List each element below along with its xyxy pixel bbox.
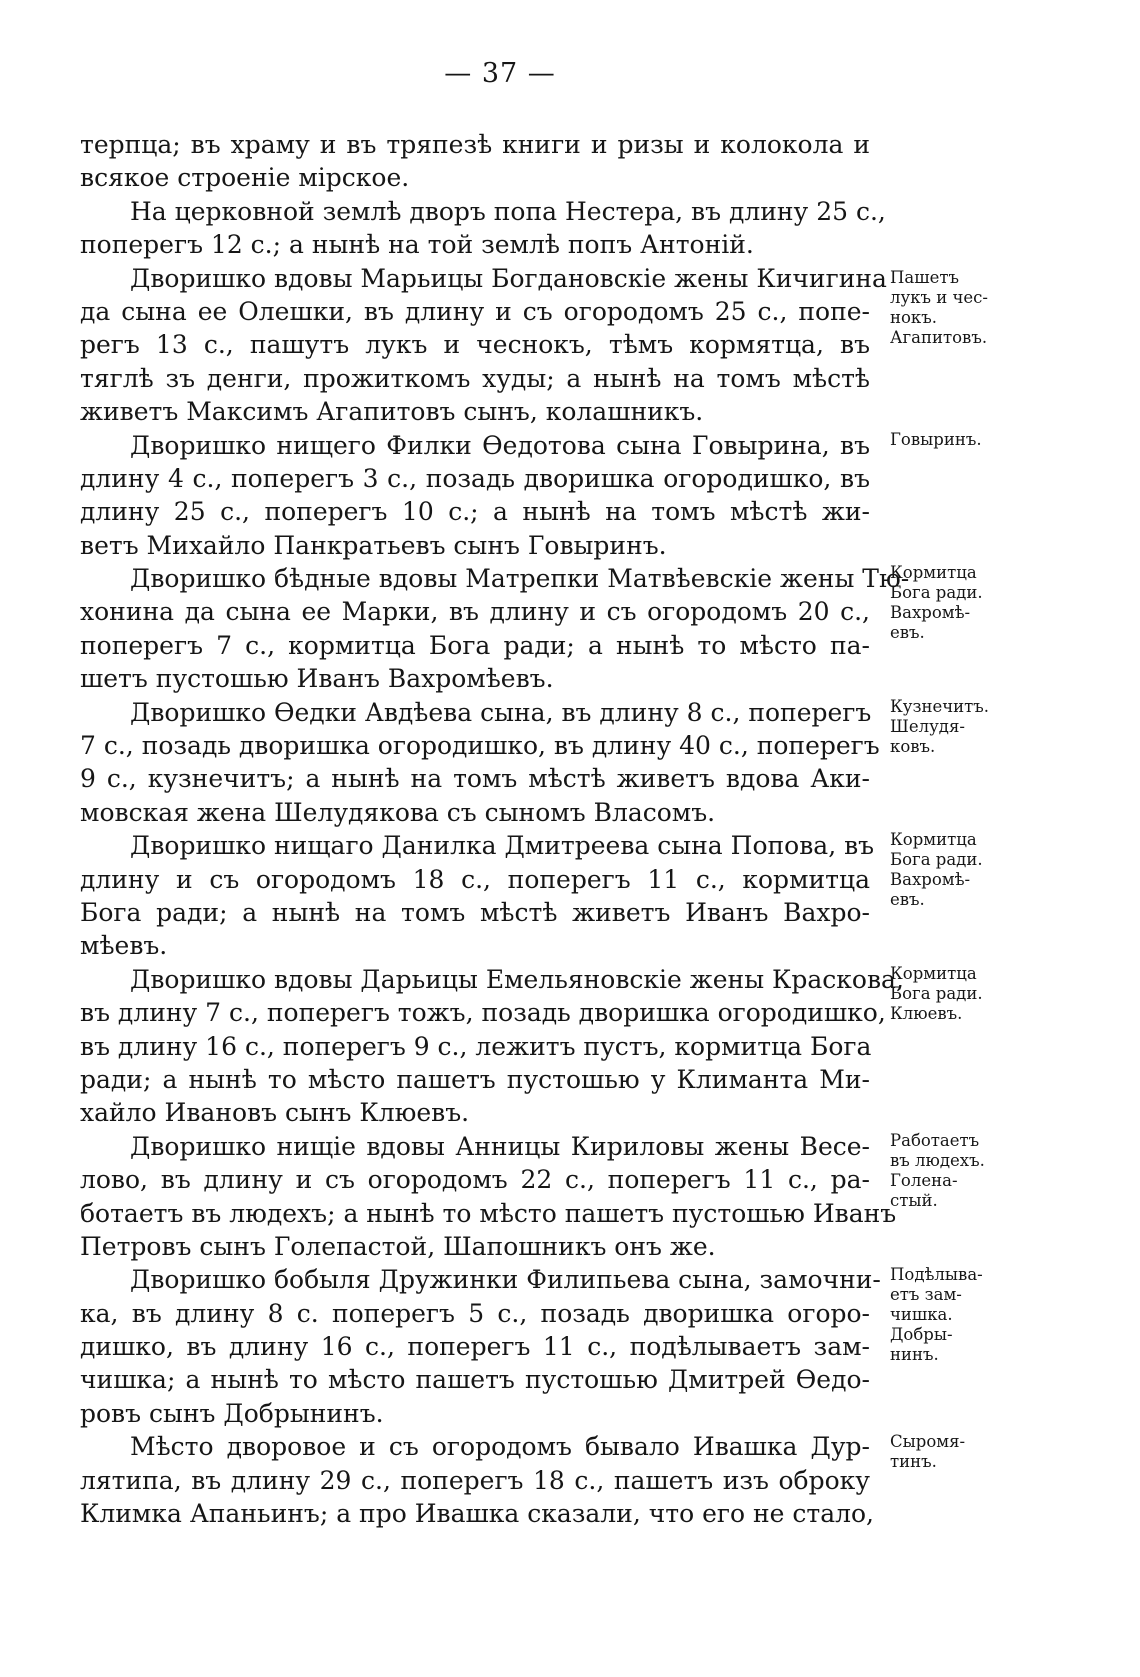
text-line: длину 4 с., поперегъ 3 с., позадь дворишка огородишко, въ [80, 463, 870, 493]
text-line: Дворишко бѣдные вдовы Матрепки Матвѣевскіе жены Тю- [130, 564, 910, 594]
text-line: регъ 13 с., пашутъ лукъ и чеснокъ, тѣмъ кормятца, въ [80, 330, 870, 360]
text-line: хайло Ивановъ сынъ Клюевъ. [80, 1098, 470, 1128]
margin-note-line: Добры- [890, 1325, 953, 1344]
text-line: мѣевъ. [80, 931, 168, 961]
margin-note-line: ковъ. [890, 737, 936, 756]
margin-note-line: Бога ради. [890, 850, 983, 869]
text-line: поперегъ 12 с.; а нынѣ на той землѣ попъ Антоній. [80, 230, 754, 260]
margin-note-line: Работаетъ [890, 1131, 980, 1150]
text-line: ветъ Михайло Панкратьевъ сынъ Говыринъ. [80, 530, 667, 560]
text-line: Петровъ сынъ Голепастой, Шапошникъ онъ же. [80, 1231, 716, 1261]
text-line: въ длину 7 с., поперегъ тожъ, позадь дворишка огородишко, [80, 998, 886, 1028]
text-line: Дворишко бобыля Дружинки Филипьева сына, замочни- [130, 1265, 881, 1295]
text-line: 7 с., позадь дворишка огородишко, въ длину 40 с., поперегъ [80, 731, 880, 761]
margin-note [890, 697, 1050, 757]
margin-note-line: Кормитца [890, 563, 977, 582]
page-number: — 37 — [444, 58, 556, 89]
margin-note-line: нокъ. [890, 308, 937, 327]
margin-note-line: Кузнечитъ. [890, 697, 990, 716]
margin-note-line: евъ. [890, 890, 925, 909]
text-line: ради; а нынѣ то мѣсто пашетъ пустошью у Климанта Ми- [80, 1064, 870, 1094]
text-line: Дворишко Ѳедки Авдѣева сына, въ длину 8 с., поперегъ [130, 697, 872, 727]
margin-note [890, 1432, 1050, 1472]
text-line: Дворишко нищіе вдовы Анницы Кириловы жены Весе- [130, 1131, 870, 1161]
text-line: ка, въ длину 8 с. поперегъ 5 с., позадь дворишка огоро- [80, 1298, 870, 1328]
margin-note-line: Вахромѣ- [890, 870, 971, 889]
text-line: терпца; въ храму и въ тряпезѣ книги и ризы и колокола и [80, 130, 870, 159]
body-text [80, 128, 910, 1530]
margin-note-line: Клюевъ. [890, 1004, 963, 1023]
text-line: дишко, въ длину 16 с., поперегъ 11 с., подѣлываетъ зам- [80, 1332, 870, 1362]
margin-note-line: Сыромя- [890, 1432, 966, 1451]
text-line: 9 с., кузнечитъ; а нынѣ на томъ мѣстѣ живетъ вдова Аки- [80, 764, 870, 794]
margin-note-line: Голена- [890, 1171, 958, 1190]
text-line: чишка; а нынѣ то мѣсто пашетъ пустошью Дмитрей Ѳедо- [80, 1365, 870, 1395]
margin-note-line: Кормитца [890, 964, 977, 983]
text-line: лово, въ длину и съ огородомъ 22 с., поперегъ 11 с., ра- [80, 1165, 870, 1195]
text-line: На церковной землѣ дворъ попа Нестера, въ длину 25 с., [130, 196, 886, 226]
text-line: Климка Апаньинъ; а про Ивашка сказали, что его не стало, [80, 1499, 874, 1529]
margin-note-line: Агапитовъ. [890, 328, 988, 347]
margin-note-line: етъ зам- [890, 1285, 962, 1304]
text-line: длину и съ огородомъ 18 с., поперегъ 11 с., кормитца [80, 864, 870, 894]
text-line: Бога ради; а нынѣ на томъ мѣстѣ живетъ Иванъ Вахро- [80, 897, 870, 927]
margin-note-line: Вахромѣ- [890, 603, 971, 622]
text-line: Дворишко вдовы Марьицы Богдановскіе жены Кичигина [130, 263, 887, 293]
text-line: шетъ пустошью Иванъ Вахромѣевъ. [80, 664, 554, 694]
margin-note-line: Бога ради. [890, 583, 983, 602]
margin-note-line: евъ. [890, 623, 925, 642]
margin-note [890, 964, 1050, 1024]
margin-note [890, 268, 1050, 348]
margin-note-line: лукъ и чес- [890, 288, 988, 307]
margin-note-line: нинъ. [890, 1345, 939, 1364]
margin-note [890, 830, 1050, 910]
margin-note [890, 1265, 1050, 1365]
margin-note-line: стый. [890, 1191, 938, 1210]
text-line: живетъ Максимъ Агапитовъ сынъ, колашникъ. [80, 397, 704, 427]
margin-note [890, 430, 1050, 450]
text-line: тяглѣ зъ денги, прожиткомъ худы; а нынѣ на томъ мѣстѣ [80, 363, 870, 393]
text-line: мовская жена Шелудякова съ сыномъ Власомъ. [80, 797, 716, 827]
text-line: поперегъ 7 с., кормитца Бога ради; а нынѣ то мѣсто па- [80, 630, 870, 660]
margin-note-line: Кормитца [890, 830, 977, 849]
text-line: да сына ее Олешки, въ длину и съ огородомъ 25 с., попе- [80, 296, 870, 326]
margin-note-line: Бога ради. [890, 984, 983, 1003]
margin-note-line: Подѣлыва- [890, 1265, 983, 1284]
text-line: Мѣсто дворовое и съ огородомъ бывало Ивашка Дур- [130, 1432, 870, 1462]
margin-note [890, 1131, 1050, 1211]
text-line: всякое строеніе мірское. [80, 163, 410, 193]
text-line: Дворишко вдовы Дарьицы Емельяновскіе жены Краскова, [130, 964, 904, 994]
text-line: ботаетъ въ людехъ; а нынѣ то мѣсто пашетъ пустошью Иванъ [80, 1198, 897, 1228]
margin-note-line: тинъ. [890, 1452, 937, 1471]
margin-note-line: Говыринъ. [890, 430, 982, 449]
text-line: въ длину 16 с., поперегъ 9 с., лежитъ пустъ, кормитца Бога [80, 1031, 872, 1061]
text-line: ровъ сынъ Добрынинъ. [80, 1398, 384, 1428]
text-line: лятипа, въ длину 29 с., поперегъ 18 с., пашетъ изъ оброку [80, 1465, 870, 1495]
text-line: длину 25 с., поперегъ 10 с.; а нынѣ на томъ мѣстѣ жи- [80, 497, 870, 527]
text-line: хонина да сына ее Марки, въ длину и съ огородомъ 20 с., [80, 597, 870, 627]
text-line: Дворишко нищего Филки Ѳедотова сына Говырина, въ [130, 430, 870, 460]
margin-note [890, 563, 1050, 643]
margin-note-line: Пашетъ [890, 268, 959, 287]
text-line: Дворишко нищаго Данилка Дмитреева сына Попова, въ [130, 831, 875, 861]
margin-note-line: въ людехъ. [890, 1151, 985, 1170]
margin-note-line: Шелудя- [890, 717, 965, 736]
margin-note-line: чишка. [890, 1305, 953, 1324]
